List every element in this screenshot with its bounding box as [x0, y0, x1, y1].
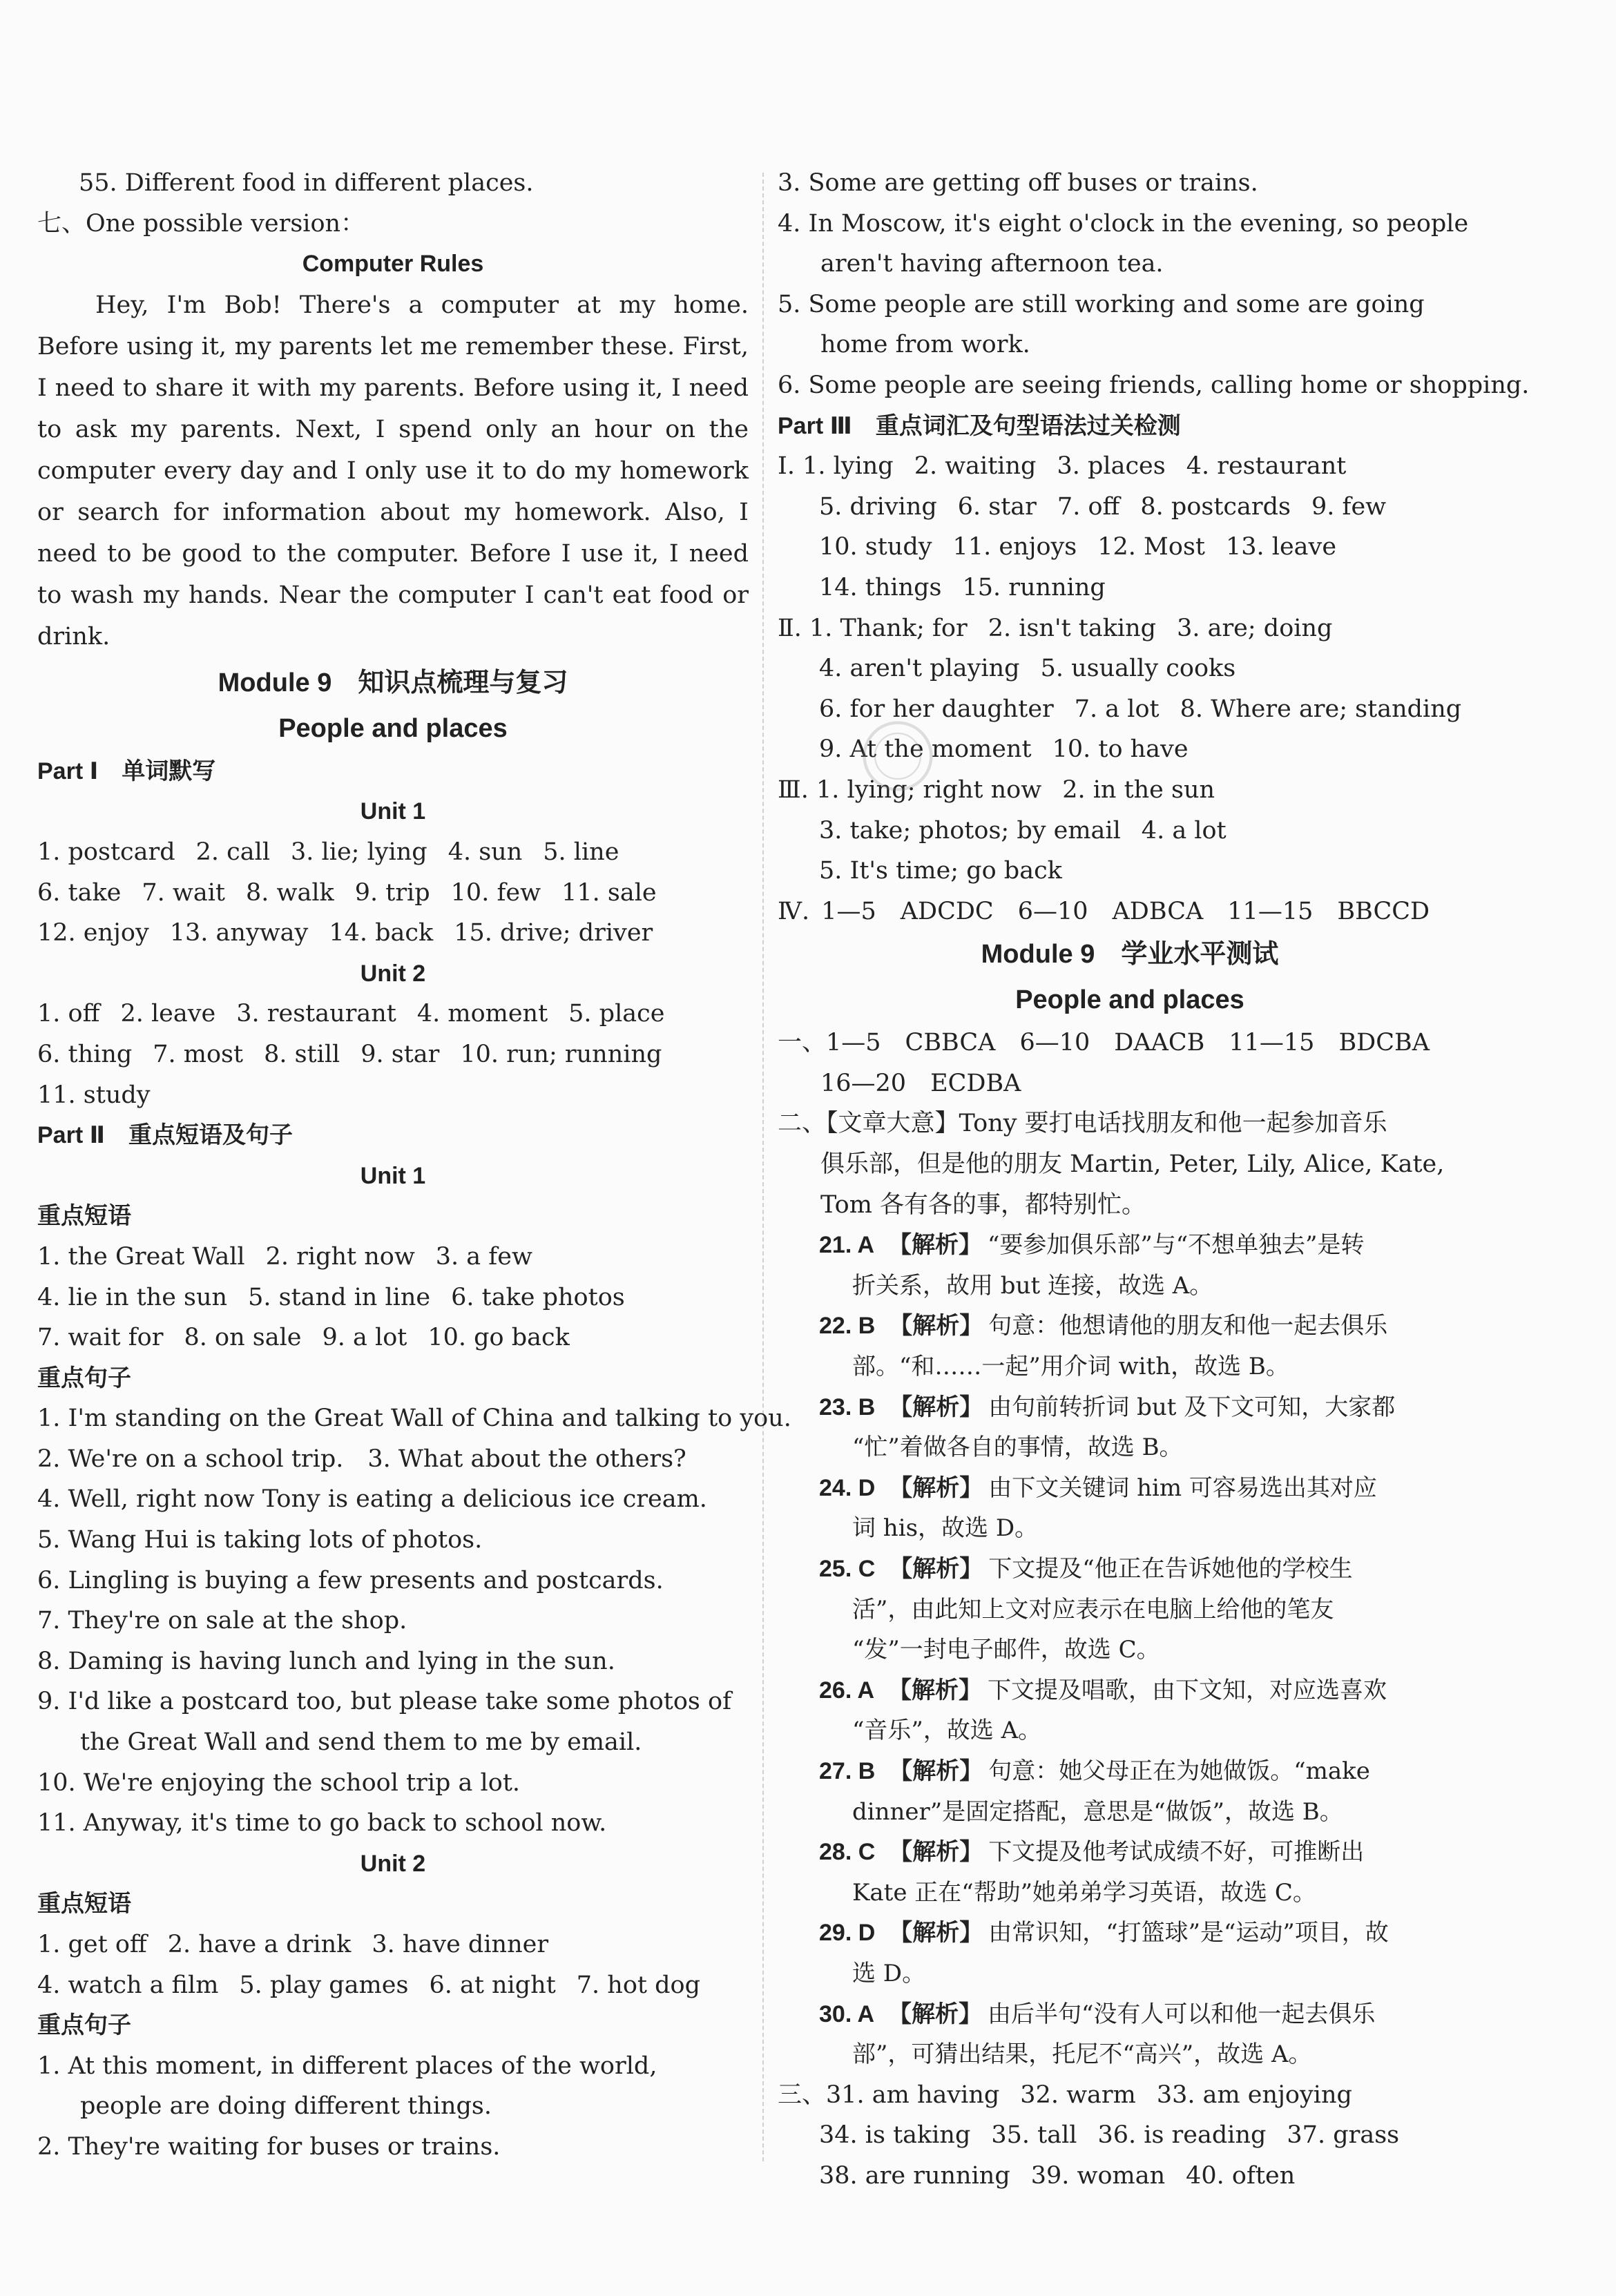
explanation-tag: 【解析】 — [889, 1474, 983, 1501]
explanation-line — [778, 1427, 1482, 1468]
part2-heading: Part Ⅱ 重点短语及句子 — [37, 1122, 293, 1149]
answer-item: 5. stand in line — [248, 1283, 431, 1311]
answer-item: 7. wait — [142, 878, 225, 907]
explanation-line — [778, 1792, 1482, 1833]
explanation-line — [778, 1751, 1482, 1792]
answer-item: 7. hot dog — [576, 1971, 700, 1999]
answer-item: 12. Most — [1097, 533, 1205, 561]
text-line: 4. Well, right now Tony is eating a delicious ice cream. — [37, 1485, 707, 1514]
answer-item: 3. are; doing — [1177, 614, 1333, 642]
answer-item: 8. on sale — [184, 1324, 302, 1352]
explanation-text: 由下文关键词 him 可容易选出其对应 — [988, 1474, 1377, 1502]
answer-item: 10. few — [450, 878, 541, 907]
right-column — [778, 163, 1530, 2197]
answer-item: 4. aren't playing — [819, 655, 1020, 683]
unit2-sentences-continued — [778, 163, 1530, 406]
answer-row — [778, 2075, 1482, 2116]
answer-item: 8. postcards — [1140, 492, 1291, 521]
explanation-line — [778, 1306, 1482, 1347]
answer-item: 4. restaurant — [1186, 452, 1347, 481]
stamp-icon — [860, 718, 936, 794]
answer-row — [37, 1075, 749, 1116]
unit1-heading: Unit 1 — [360, 798, 426, 825]
q1-answers: 一、1—5 CBBCA 6—10 DAACB 11—15 BDCBA — [778, 1029, 1430, 1057]
test-title: Module 9 学业水平测试 — [981, 940, 1279, 969]
explanation-text: 选 D。 — [852, 1959, 926, 1987]
answer-item: Ⅱ. 1. Thank; for — [778, 614, 968, 642]
answer-row — [778, 2156, 1482, 2197]
answer-item: 3. have dinner — [372, 1931, 549, 1958]
answer-item: 3. restaurant — [236, 1000, 396, 1028]
phrases-label-2: 重点短语 — [37, 1891, 131, 1918]
answer-item: 1. get off — [37, 1931, 147, 1958]
answer-item: 5. usually cooks — [1040, 655, 1236, 683]
answer-item: 37. grass — [1287, 2121, 1400, 2150]
answer-item: Ⅲ. 1. lying; right now — [778, 775, 1042, 804]
answer-item: 38. are running — [819, 2161, 1010, 2190]
explanation-line — [778, 1508, 1482, 1549]
answer-item: 2. right now — [265, 1242, 415, 1271]
text-line: home from work. — [820, 331, 1030, 359]
answer-row — [778, 851, 1482, 891]
answer-item: 11. study — [37, 1081, 151, 1109]
answer-row — [778, 608, 1482, 649]
answer-item: 7. wait for — [37, 1324, 164, 1352]
explanation-text: dinner”是固定搭配，意思是“做饭”，故选 B。 — [852, 1797, 1343, 1826]
answer-item: 1. postcard — [37, 838, 175, 866]
answer-item: 2. leave — [120, 1000, 216, 1028]
explanation-line — [778, 1953, 1482, 1994]
answer-item: 10. study — [819, 533, 932, 561]
answer-item: 5. driving — [819, 492, 937, 521]
q1-answers-2: 16—20 ECDBA — [820, 1069, 1021, 1097]
answer-row — [778, 487, 1482, 528]
column-divider — [762, 173, 764, 2161]
explanation-answer: 27. B — [819, 1757, 876, 1784]
explanation-answer: 22. B — [819, 1313, 876, 1340]
answer-item: 11. sale — [561, 878, 657, 907]
part3-heading: Part Ⅲ 重点词汇及句型语法过关检测 — [778, 412, 1181, 439]
answer-row — [778, 811, 1482, 851]
explanation-text: 由后半句“没有人可以和他一起去俱乐 — [988, 2000, 1376, 2028]
left-column — [37, 163, 791, 2168]
module-title: Module 9 知识点梳理与复习 — [218, 668, 568, 697]
explanation-answer: 30. A — [819, 2000, 875, 2027]
explanation-tag: 【解析】 — [889, 1393, 983, 1420]
explanation-text: Kate 正在“帮助”她弟弟学习英语，故选 C。 — [852, 1878, 1316, 1907]
phrases-label: 重点短语 — [37, 1203, 131, 1230]
text-line: 1. At this moment, in different places of the world, — [37, 2052, 657, 2080]
explanation-text: “发”一封电子邮件，故选 C。 — [852, 1636, 1160, 1664]
answer-item: 2. have a drink — [167, 1931, 352, 1958]
answer-55: 55. Different food in different places. — [79, 169, 534, 197]
text-line: 3. Some are getting off buses or trains. — [778, 169, 1258, 197]
explanation-text: 下文提及他考试成绩不好，可推断出 — [988, 1838, 1365, 1866]
explanation-line — [778, 1630, 1482, 1670]
unit2-heading: Unit 2 — [360, 960, 426, 987]
explanation-line — [778, 2034, 1482, 2075]
explanation-text: 部。“和……一起”用介词 with，故选 B。 — [852, 1353, 1289, 1381]
explanation-tag: 【解析】 — [889, 1757, 983, 1784]
explanation-tag: 【解析】 — [889, 1556, 983, 1582]
section-4-answers: Ⅳ. 1—5 ADCDC 6—10 ADBCA 11—15 BBCCD — [778, 897, 1430, 925]
text-line: 二、【文章大意】Tony 要打电话找朋友和他一起参加音乐 — [778, 1110, 1387, 1138]
answer-item: 4. moment — [416, 1000, 548, 1028]
explanation-line — [778, 1225, 1482, 1266]
answer-item: 13. leave — [1225, 533, 1337, 561]
explanation-line — [778, 1266, 1482, 1306]
answer-item: 6. take photos — [451, 1283, 625, 1311]
answer-row — [37, 1237, 749, 1277]
answer-item: 4. watch a film — [37, 1971, 219, 1999]
answer-item: 5. It's time; go back — [819, 857, 1062, 885]
answer-item: 11. enjoys — [952, 533, 1077, 561]
text-line: 5. Wang Hui is taking lots of photos. — [37, 1526, 483, 1554]
answer-item: 3. lie; lying — [291, 838, 427, 866]
answer-item: 7. a lot — [1074, 695, 1160, 723]
text-line: the Great Wall and send them to me by email. — [80, 1728, 642, 1757]
answer-item: 9. few — [1311, 492, 1387, 521]
answer-row — [37, 913, 749, 954]
answer-item: 三、31. am having — [778, 2081, 1000, 2109]
answer-item: 10. run; running — [460, 1040, 662, 1068]
explanation-text: 折关系，故用 but 连接，故选 A。 — [852, 1271, 1213, 1300]
answer-item: 5. play games — [239, 1971, 409, 1999]
answer-item: 15. running — [962, 573, 1106, 601]
text-line: aren't having afternoon tea. — [820, 250, 1164, 278]
answer-row — [778, 648, 1482, 689]
explanation-line — [778, 1590, 1482, 1630]
explanation-tag: 【解析】 — [889, 1313, 983, 1340]
explanation-line — [778, 1710, 1482, 1751]
explanation-answer: 23. B — [819, 1393, 876, 1420]
answer-item: 9. a lot — [322, 1324, 407, 1352]
unit2-words — [37, 994, 749, 1115]
answer-item: 14. back — [329, 919, 434, 947]
explanation-line — [778, 1670, 1482, 1711]
explanation-text: 由句前转折词 but 及下文可知，大家都 — [988, 1393, 1396, 1421]
answer-item: 5. place — [568, 1000, 665, 1028]
explanation-answer: 25. C — [819, 1556, 876, 1582]
explanation-line — [778, 1913, 1482, 1953]
unit2-sentences — [37, 2046, 749, 2168]
answer-item: 6. for her daughter — [819, 695, 1054, 723]
explanation-text: 句意：她父母正在为她做饭。“make — [988, 1757, 1370, 1785]
answer-row — [37, 1924, 749, 1965]
unit1-words — [37, 832, 749, 954]
text-line: 6. Lingling is buying a few presents and postcards. — [37, 1566, 664, 1594]
answer-item: 4. a lot — [1141, 816, 1227, 845]
answer-item: 2. in the sun — [1062, 775, 1215, 804]
test-subtitle: People and places — [1015, 985, 1244, 1015]
answer-row — [37, 1965, 749, 2006]
explanation-tag: 【解析】 — [889, 1920, 983, 1947]
answer-item: 36. is reading — [1097, 2121, 1267, 2150]
explanation-line — [778, 1347, 1482, 1387]
explanation-line — [778, 1994, 1482, 2035]
answer-item: Ⅰ. 1. lying — [778, 452, 894, 481]
answer-item: 3. take; photos; by email — [819, 816, 1121, 845]
answer-row — [37, 873, 749, 914]
answer-item: 6. take — [37, 878, 122, 907]
unit2-phrases — [37, 1924, 749, 2005]
explanation-text: 活”，由此知上文对应表示在电脑上给他的笔友 — [852, 1595, 1334, 1623]
answer-item: 6. star — [957, 492, 1037, 521]
answer-item: 2. call — [195, 838, 271, 866]
answer-item: 4. lie in the sun — [37, 1283, 228, 1311]
explanation-answer: 24. D — [819, 1474, 876, 1501]
unit1-phrases — [37, 1237, 749, 1358]
explanation-tag: 【解析】 — [889, 1839, 983, 1866]
unit2b-heading: Unit 2 — [360, 1850, 426, 1877]
text-line: Tom 各有各的事，都特别忙。 — [820, 1190, 1146, 1219]
answer-item: 7. off — [1057, 492, 1120, 521]
text-line: 1. I'm standing on the Great Wall of China and talking to you. — [37, 1405, 791, 1433]
answer-item: 9. trip — [354, 878, 430, 907]
explanation-answer: 21. A — [819, 1232, 875, 1259]
answer-item: 8. walk — [245, 878, 334, 907]
answer-row — [37, 1277, 749, 1318]
answer-item: 15. drive; driver — [454, 919, 653, 947]
text-line: 5. Some people are still working and some are going — [778, 290, 1425, 318]
answer-item: 1. the Great Wall — [37, 1242, 245, 1271]
answer-item: 4. sun — [448, 838, 523, 866]
text-line: 7. They're on sale at the shop. — [37, 1607, 407, 1635]
answer-row — [37, 832, 749, 873]
answer-row — [778, 527, 1482, 568]
answer-item: 39. woman — [1030, 2161, 1166, 2190]
answer-item: 3. a few — [435, 1242, 532, 1271]
explanation-tag: 【解析】 — [888, 2000, 983, 2027]
explanation-answer: 26. A — [819, 1677, 875, 1704]
answer-item: 3. places — [1057, 452, 1166, 481]
answer-item: 10. go back — [427, 1324, 570, 1352]
sentences-label: 重点句子 — [37, 1364, 131, 1391]
answer-item: 7. most — [153, 1040, 244, 1068]
answer-row — [778, 2115, 1482, 2156]
explanation-answer: 28. C — [819, 1839, 876, 1866]
answer-row — [778, 446, 1482, 487]
explanation-text: 下文提及“他正在告诉她他的学校生 — [988, 1555, 1353, 1583]
answer-row — [778, 568, 1482, 608]
text-line: 俱乐部，但是他的朋友 Martin, Peter, Lily, Alice, Kate, — [820, 1150, 1445, 1179]
q3-answers — [778, 2075, 1482, 2197]
answer-item: 13. anyway — [169, 919, 309, 947]
explanation-line — [778, 1468, 1482, 1509]
answer-item: 2. waiting — [914, 452, 1037, 481]
explanation-line — [778, 1832, 1482, 1873]
text-line: 8. Daming is having lunch and lying in the sun. — [37, 1647, 615, 1675]
explanation-text: “音乐”，故选 A。 — [852, 1717, 1042, 1745]
text-line: 9. I'd like a postcard too, but please take some photos of — [37, 1688, 732, 1716]
unit1b-heading: Unit 1 — [360, 1162, 426, 1189]
q2-summary — [778, 1103, 1482, 1225]
answer-item: 35. tall — [991, 2121, 1077, 2150]
explanation-answer: 29. D — [819, 1920, 876, 1947]
explanation-line — [778, 1549, 1482, 1590]
answer-item: 2. isn't taking — [988, 614, 1157, 642]
explanation-text: 部”，可猜出结果，托尼不“高兴”，故选 A。 — [852, 2041, 1312, 2069]
answer-item: 5. line — [543, 838, 619, 866]
answer-item: 14. things — [819, 573, 942, 601]
q2-explanations — [778, 1225, 1482, 2074]
writing-label: 七、One possible version： — [37, 209, 365, 238]
answer-row — [37, 1034, 749, 1075]
answer-item: 9. At the moment — [819, 735, 1032, 764]
answer-item: 10. to have — [1052, 735, 1189, 764]
explanation-text: “忙”着做各自的事情，故选 B。 — [852, 1434, 1183, 1462]
explanation-text: 下文提及唱歌，由下文知，对应选喜欢 — [988, 1676, 1387, 1704]
explanation-line — [778, 1387, 1482, 1428]
text-line: 10. We're enjoying the school trip a lot. — [37, 1768, 521, 1797]
explanation-tag: 【解析】 — [888, 1232, 983, 1259]
answer-item: 8. still — [264, 1040, 340, 1068]
text-line: 2. They're waiting for buses or trains. — [37, 2132, 501, 2161]
answer-item: 40. often — [1186, 2161, 1296, 2190]
answer-item: 9. star — [360, 1040, 440, 1068]
answer-item: 6. at night — [429, 1971, 556, 1999]
text-line: 11. Anyway, it's time to go back to school now. — [37, 1809, 607, 1837]
section-1-answers — [778, 446, 1482, 608]
answer-item: 33. am enjoying — [1156, 2081, 1352, 2109]
text-line: 2. We're on a school trip. 3. What about the others? — [37, 1445, 686, 1473]
answer-item: 8. Where are; standing — [1180, 695, 1462, 723]
answer-item: 1. off — [37, 1000, 100, 1028]
text-line: 6. Some people are seeing friends, calling home or shopping. — [778, 371, 1530, 399]
text-line: people are doing different things. — [80, 2092, 492, 2121]
explanation-text: “要参加俱乐部”与“不想单独去”是转 — [988, 1231, 1365, 1260]
answer-item: 34. is taking — [819, 2121, 971, 2150]
unit1-sentences — [37, 1398, 791, 1844]
essay-title: Computer Rules — [302, 251, 484, 278]
answer-item: 6. thing — [37, 1040, 133, 1068]
explanation-text: 词 his，故选 D。 — [852, 1514, 1039, 1543]
explanation-text: 由常识知，“打篮球”是“运动”项目，故 — [988, 1919, 1389, 1947]
answer-item: 12. enjoy — [37, 919, 149, 947]
answer-item: 32. warm — [1020, 2081, 1136, 2109]
essay-body: Hey, I'm Bob! There's a computer at my home. Before using it, my parents let me remember these. First, I need to share it with my parents. Before using it, I need to ask my parents. Next, I spend only an hour on the computer every day and I only use it to do my homework or search for information about my homework. Also, I need to be good to the computer. Before I use it, I need to wash my hands. Near the computer I can't eat food or drink. — [37, 291, 749, 650]
explanation-text: 句意：他想请他的朋友和他一起去俱乐 — [988, 1312, 1388, 1340]
part1-heading: Part Ⅰ 单词默写 — [37, 758, 216, 784]
explanation-tag: 【解析】 — [888, 1677, 983, 1704]
explanation-line — [778, 1873, 1482, 1913]
answer-row — [37, 1318, 749, 1358]
text-line: 4. In Moscow, it's eight o'clock in the evening, so people — [778, 209, 1469, 238]
sentences-label-2: 重点句子 — [37, 2012, 131, 2039]
module-subtitle: People and places — [278, 713, 508, 743]
answer-row — [37, 994, 749, 1034]
